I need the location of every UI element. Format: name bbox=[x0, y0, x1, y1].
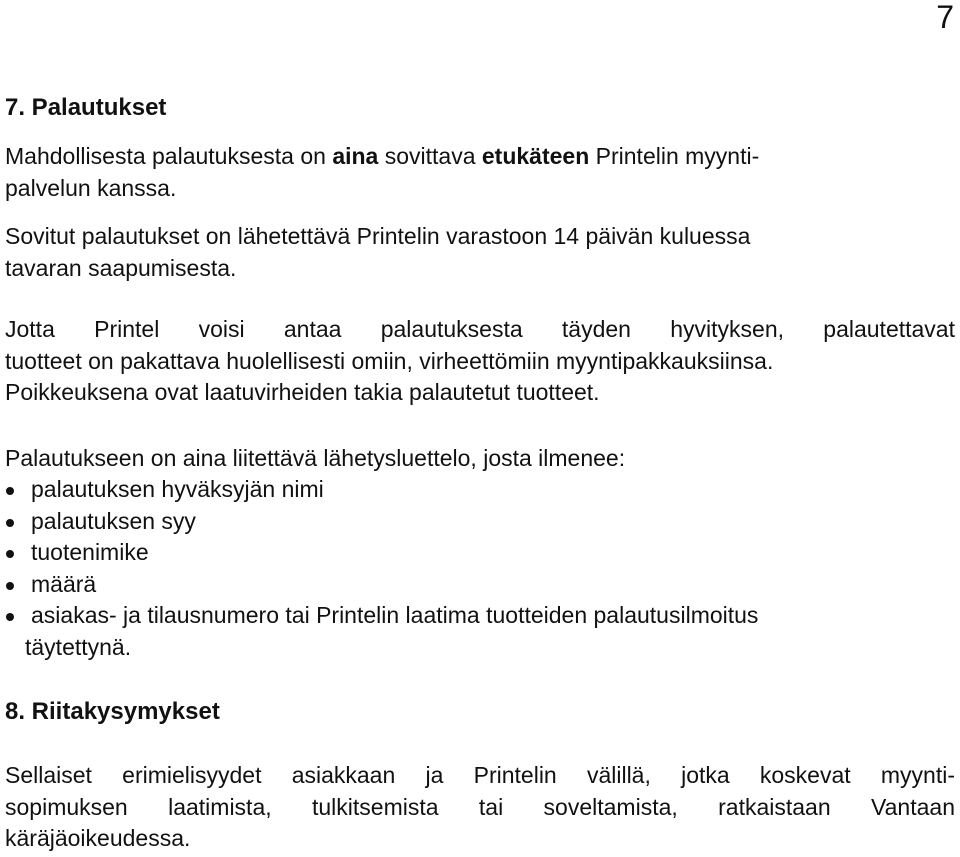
section-7-paragraph-1 bbox=[5, 141, 955, 204]
section-7-heading: 7. Palautukset bbox=[5, 94, 167, 121]
paragraph-line: tuotteet on pakattava huolellisesti omiin, virheettömiin myyntipakkauksiinsa. bbox=[5, 347, 774, 374]
section-7-paragraph-2 bbox=[5, 221, 955, 284]
list-item: tuotenimike bbox=[5, 537, 955, 569]
paragraph-line: sopimuksen laatimista, tulkitsemista tai soveltamista, ratkaistaan Vantaan bbox=[5, 793, 955, 820]
section-7-paragraph-3 bbox=[5, 314, 955, 409]
paragraph-line: Sovitut palautukset on lähetettävä Printelin varastoon 14 päivän kuluessa bbox=[5, 223, 751, 249]
list-item: palautuksen hyväksyjän nimi bbox=[5, 474, 955, 506]
list-item: asiakas- ja tilausnumero tai Printelin laatima tuotteiden palautusilmoitus täytettynä. bbox=[5, 600, 955, 663]
list-item: määrä bbox=[5, 569, 955, 601]
paragraph-line: käräjäoikeudessa. bbox=[5, 825, 191, 851]
return-requirements-list bbox=[5, 474, 955, 663]
paragraph-line: Palautukseen on aina liitettävä lähetysluettelo, josta ilmenee: bbox=[5, 445, 626, 471]
paragraph-line: Jotta Printel voisi antaa palautuksesta täyden hyvityksen, palautettavat bbox=[5, 316, 955, 342]
section-7-paragraph-4-intro bbox=[5, 443, 955, 475]
paragraph-line: palvelun kanssa. bbox=[5, 174, 177, 201]
paragraph-line: Poikkeuksena ovat laatuvirheiden takia palautetut tuotteet. bbox=[5, 379, 600, 405]
paragraph-line: Mahdollisesta palautuksesta on aina sovittava etukäteen Printelin myynti- bbox=[5, 143, 760, 169]
paragraph-line: tavaran saapumisesta. bbox=[5, 254, 237, 281]
section-8-heading: 8. Riitakysymykset bbox=[5, 698, 220, 725]
page-number: 7 bbox=[936, 0, 954, 35]
section-8-paragraph-1 bbox=[5, 760, 955, 855]
emphasis-aina: aina bbox=[332, 143, 379, 169]
emphasis-etukateen: etukäteen bbox=[481, 143, 590, 169]
list-item: palautuksen syy bbox=[5, 506, 955, 538]
paragraph-line: Sellaiset erimielisyydet asiakkaan ja Printelin välillä, jotka koskevat myynti- bbox=[5, 762, 955, 788]
